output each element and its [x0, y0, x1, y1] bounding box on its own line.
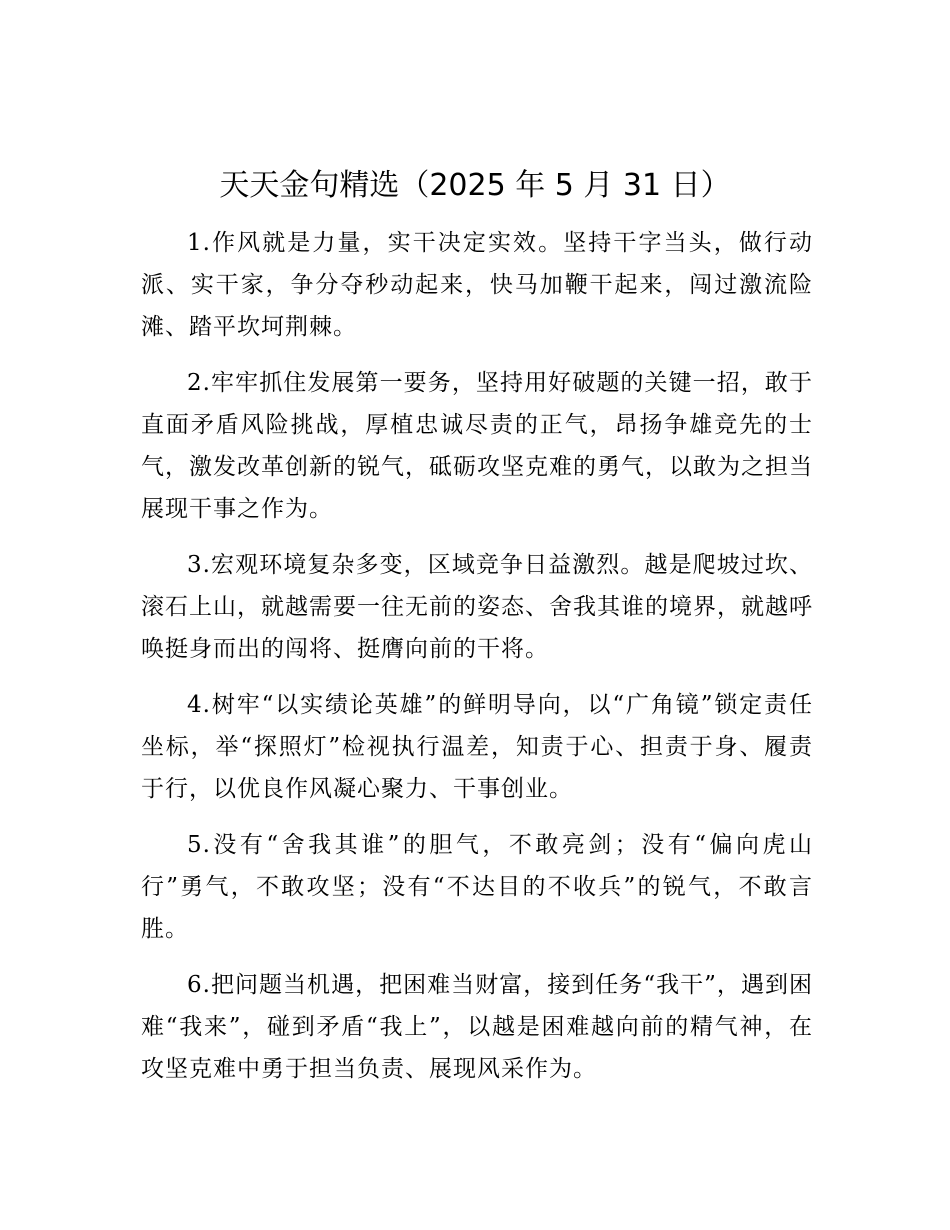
document-title: 天天金句精选（2025 年 5 月 31 日）: [219, 168, 731, 203]
quote-paragraph-3: 3.宏观环境复杂多变，区域竞争日益激烈。越是爬坡过坎、滚石上山，就越需要一往无前的姿态、舍我其谁的境界，就越呼唤挺身而出的闯将、挺膺向前的干将。: [141, 552, 813, 662]
quote-paragraph-5: 5.没有“舍我其谁”的胆气，不敢亮剑；没有“偏向虎山行”勇气，不敢攻坚；没有“不达目的不收兵”的锐气，不敢言胜。: [141, 832, 813, 942]
quote-paragraph-1: 1.作风就是力量，实干决定实效。坚持干字当头，做行动派、实干家，争分夺秒动起来，快马加鞭干起来，闯过激流险滩、踏平坎坷荆棘。: [141, 230, 813, 340]
quote-paragraph-6: 6.把问题当机遇，把困难当财富，接到任务“我干”，遇到困难“我来”，碰到矛盾“我上”，以越是困难越向前的精气神，在攻坚克难中勇于担当负责、展现风采作为。: [141, 972, 813, 1082]
quote-paragraph-2: 2.牢牢抓住发展第一要务，坚持用好破题的关键一招，敢于直面矛盾风险挑战，厚植忠诚尽责的正气，昂扬争雄竞先的士气，激发改革创新的锐气，砥砺攻坚克难的勇气，以敢为之担当展现干事之作为。: [141, 370, 813, 522]
document-body: [141, 222, 813, 1104]
quote-paragraph-4: 4.树牢“以实绩论英雄”的鲜明导向，以“广角镜”锁定责任坐标，举“探照灯”检视执行温差，知责于心、担责于身、履责于行，以优良作风凝心聚力、干事创业。: [141, 692, 813, 802]
